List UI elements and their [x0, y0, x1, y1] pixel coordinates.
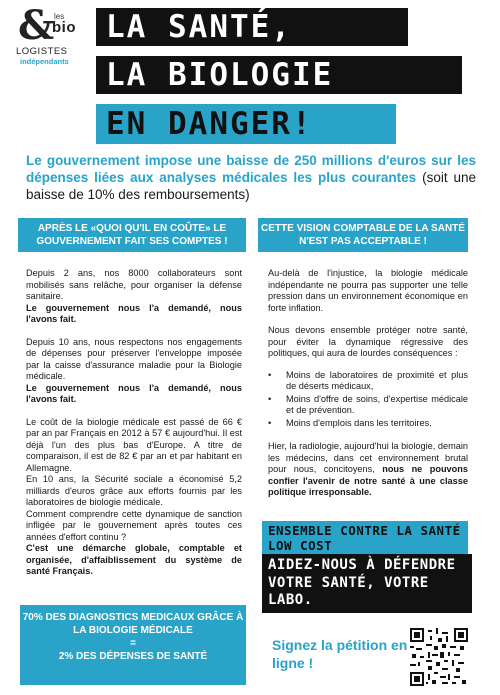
left-column [26, 268, 242, 578]
slogan-ensemble: ENSEMBLE CONTRE LA SANTÉ LOW COST [262, 521, 468, 555]
right-header: CETTE VISION COMPTABLE DE LA SANTÉ N'EST PAS ACCEPTABLE ! [258, 218, 468, 252]
title-line-3: EN DANGER! [96, 104, 396, 144]
left-p1-text: Depuis 2 ans, nos 8000 collaborateurs sont mobilisés sans relâche, pour organiser la défense sanitaire. [26, 268, 242, 301]
left-header: APRÈS LE «QUOI QU'IL EN COÛTE» LE GOUVERNEMENT FAIT SES COMPTES ! [18, 218, 246, 252]
left-p5-bold: C'est une démarche globale, comptable et organisée, d'affaiblissement du système de santé Français. [26, 543, 242, 576]
consequences-list [268, 370, 468, 430]
qr-code[interactable] [410, 628, 468, 686]
right-p3-bold: nous ne pouvons confier l'avenir de notre santé à une classe politique irresponsable. [268, 464, 468, 497]
left-p5-text: Comment comprendre cette dynamique de sanction infligée par le gouvernement après toutes ces années d'effort continu ? [26, 508, 242, 542]
lead-plain: (soit une baisse de 10% des remboursements) [26, 170, 476, 202]
stat-line-2: 2% DES DÉPENSES DE SANTÉ [58, 651, 208, 662]
title-line-1: LA SANTÉ, [96, 8, 408, 46]
right-paragraph-3 [268, 441, 468, 499]
left-paragraph-3 [26, 417, 242, 578]
logo-independants: indépendants [20, 57, 69, 66]
logo-les: les [54, 12, 65, 21]
left-paragraph-2 [26, 337, 242, 406]
right-paragraph-2: Nous devons ensemble protéger notre santé, pour éviter la dynamique régressive des politiques, qui aura de lourdes conséquences : [268, 325, 468, 358]
petition-call[interactable]: Signez la pétition en ligne ! [272, 637, 408, 671]
logo [14, 2, 92, 68]
logo-bio: bio [52, 19, 76, 36]
left-p3-text: Le coût de la biologie médicale est passé de 66 € par an par Français en 2012 à 57 € aujourd'hui. Il est déjà l'un des plus bas d'Europe. A titre de comparaison, il est de 82 € par an et par habitant en Allemagne. [26, 416, 242, 473]
stat-box [20, 605, 246, 685]
list-item: • Moins de laboratoires de proximité et plus de déserts médicaux, [268, 370, 468, 393]
logo-logistes: LOGISTES [16, 46, 68, 57]
left-p2-text: Depuis 10 ans, nous respectons nos engagements de dépenses pour préserver l'enveloppe imposée par la caisse d'assurance maladie pour la Biologie médicale. [26, 336, 242, 381]
slogan-aidez: AIDEZ-NOUS À DÉFENDRE VOTRE SANTÉ, VOTRE LABO. [262, 554, 472, 613]
left-p1-bold: Le gouvernement nous l'a demandé, nous l'avons fait. [26, 302, 242, 324]
list-item: • Moins d'emplois dans les territoires. [268, 418, 468, 430]
list-item: • Moins d'offre de soins, d'expertise médicale et de prévention. [268, 394, 468, 417]
lead-paragraph [26, 152, 476, 203]
title-line-2: LA BIOLOGIE [96, 56, 462, 94]
stat-line-1: 70% DES DIAGNOSTICS MEDICAUX GRÂCE À LA BIOLOGIE MÉDICALE [22, 612, 244, 636]
left-p2-bold: Le gouvernement nous l'a demandé, nous l'avons fait. [26, 382, 242, 404]
left-p4-text: En 10 ans, la Sécurité sociale a économisé 5,2 milliards d'euros grâce aux efforts fournis par les laboratoires de biologie médicale. [26, 474, 242, 507]
left-paragraph-1 [26, 268, 242, 326]
lead-highlight: Le gouvernement impose une baisse de 250 millions d'euros sur les dépenses liées aux analyses médicales les plus courantes [26, 153, 476, 185]
right-column [268, 268, 468, 510]
stat-equals: = [130, 638, 136, 649]
right-paragraph-1: Au-delà de l'injustice, la biologie médicale indépendante ne pourra pas supporter une telle pression dans un environnement économique en forte inflation. [268, 268, 468, 313]
logo-ampersand: & [18, 2, 55, 49]
right-p3-text: Hier, la radiologie, aujourd'hui la biologie, demain les médecins, dans cet environnement brutal pour nous, concitoyens, [268, 441, 468, 474]
